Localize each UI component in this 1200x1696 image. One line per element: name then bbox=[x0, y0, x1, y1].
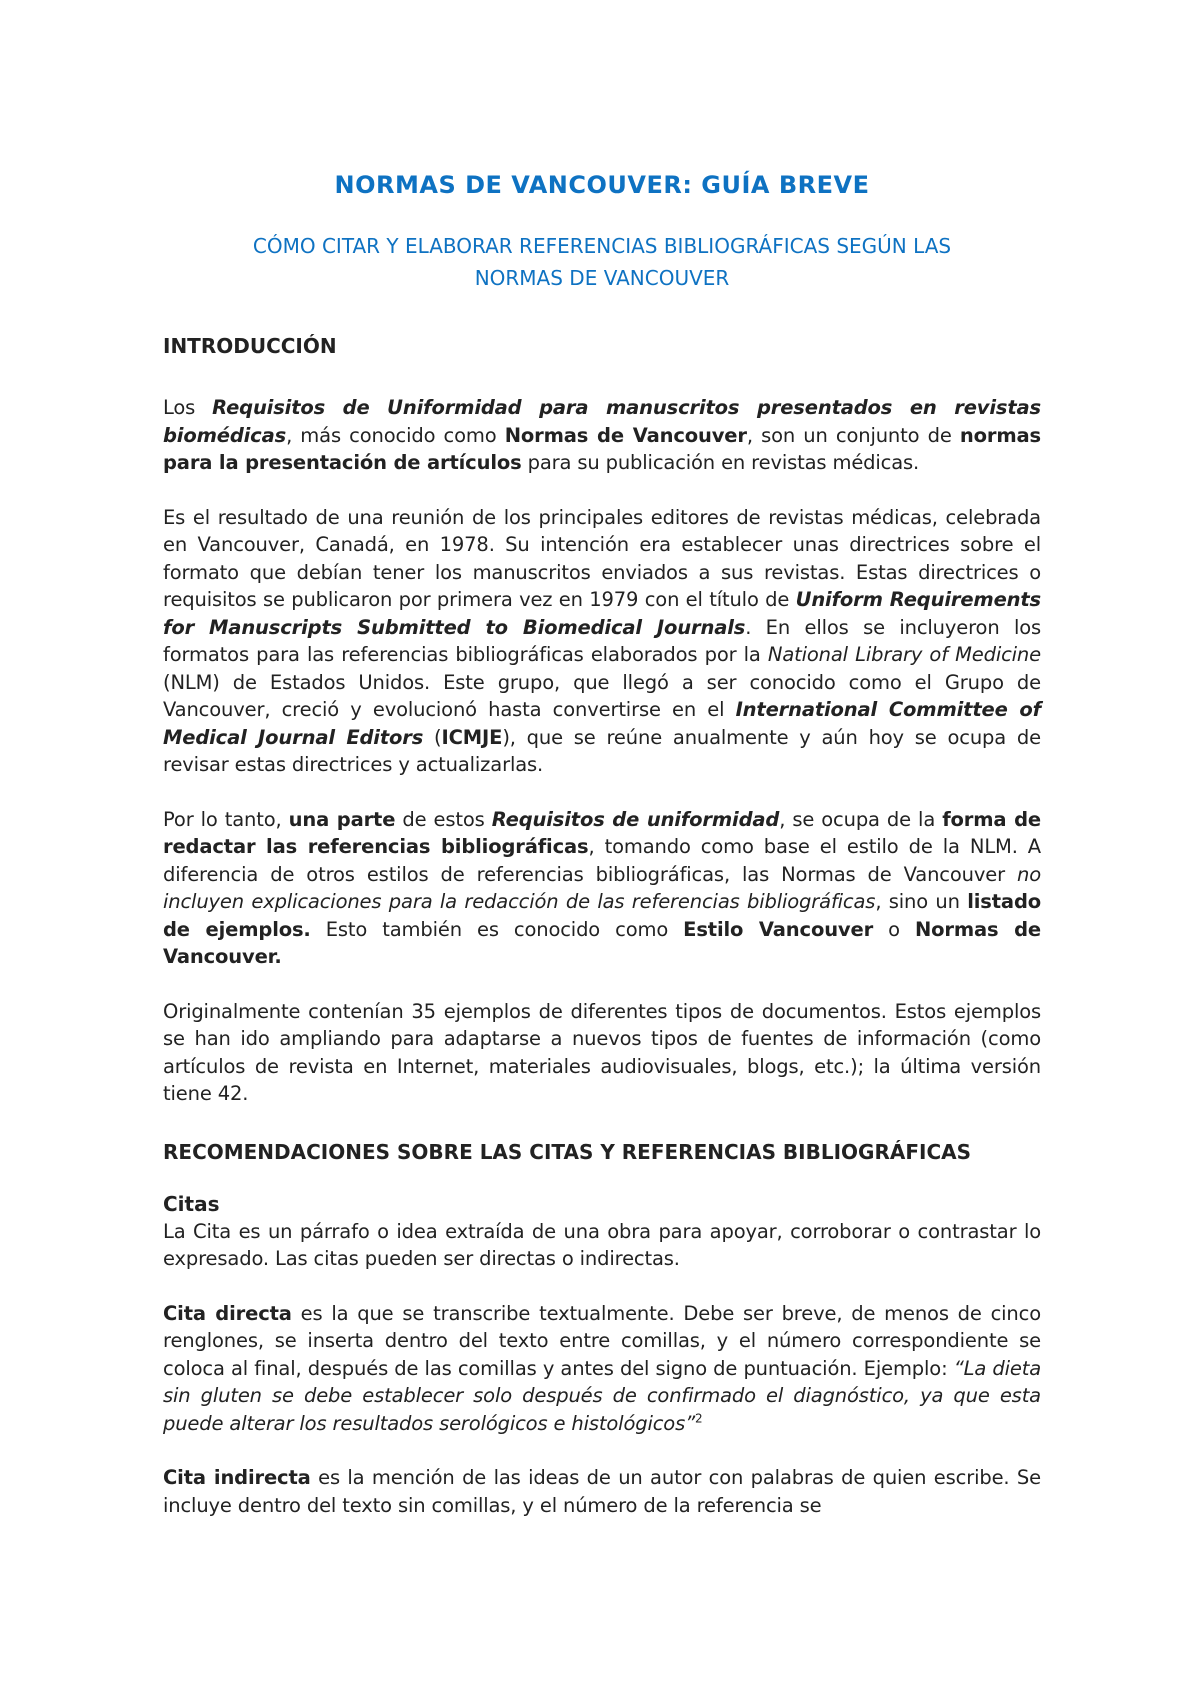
text-run: Es el resultado de una reunión de los principales editores de revistas médicas, celebrada en Vancouver, Canadá, en 1978. Su intención era establecer unas directrices sobre el formato que debían tener los manuscritos enviados a sus revistas. Estas directrices o requisitos se publicaron por primera vez en 1979 con el título de bbox=[163, 505, 1041, 611]
document-title: NORMAS DE VANCOUVER: GUÍA BREVE bbox=[334, 171, 870, 199]
text-run: . En ellos se incluyeron los formatos para las referencias bibliográficas elaborados por la bbox=[163, 615, 1042, 666]
bold-run: Cita directa bbox=[163, 1301, 292, 1325]
bold-run: Normas de Vancouver. bbox=[163, 917, 1041, 968]
bold-run: forma de redactar las referencias bibliográficas bbox=[163, 807, 1041, 858]
document-subtitle bbox=[163, 230, 1041, 294]
heading-recomendaciones: RECOMENDACIONES SOBRE LAS CITAS Y REFERENCIAS BIBLIOGRÁFICAS bbox=[163, 1139, 972, 1164]
text-run: ), que se reúne anualmente y aún hoy se ocupa de revisar estas directrices y actualizarlas. bbox=[163, 725, 1041, 776]
text-run: , más conocido como bbox=[286, 423, 505, 447]
paragraph-intro-1 bbox=[163, 394, 1041, 477]
text-run: es la que se transcribe textualmente. Debe ser breve, de menos de cinco renglones, se inserta dentro del texto entre comillas, y el número correspondiente se coloca al final, después de las comillas y antes del signo de puntuación. Ejemplo: bbox=[163, 1301, 1041, 1380]
bold-run: Cita indirecta bbox=[163, 1466, 311, 1489]
text-run: o bbox=[873, 917, 915, 941]
bold-run: normas para la presentación de artículos bbox=[163, 423, 1041, 474]
italic-run: no incluyen explicaciones para la redacción de las referencias bibliográficas bbox=[163, 862, 1041, 913]
subtitle-line-1: CÓMO CITAR Y ELABORAR REFERENCIAS BIBLIOGRÁFICAS SEGÚN LAS bbox=[252, 234, 952, 258]
bold-run: ICMJE bbox=[441, 725, 503, 749]
document-page bbox=[163, 170, 1041, 1546]
emphasis-run: Requisitos de uniformidad bbox=[491, 807, 780, 831]
text-run: Por lo tanto, bbox=[163, 807, 289, 831]
bold-run: Estilo Vancouver bbox=[683, 917, 874, 941]
italic-run: “La dieta sin gluten se debe establecer solo después de confirmado el diagnóstico, ya que esta puede alterar los resultados serológicos e histológicos” bbox=[163, 1356, 1041, 1435]
heading-citas: Citas bbox=[163, 1191, 220, 1216]
paragraph-intro-2 bbox=[163, 504, 1041, 779]
emphasis-run: Requisitos de Uniformidad para manuscritos presentados en revistas biomédicas bbox=[163, 396, 1041, 447]
text-run: Esto también es conocido como bbox=[310, 917, 684, 941]
emphasis-run: International Committee of Medical Journal Editors bbox=[163, 698, 1042, 749]
paragraph-intro-4: Originalmente contenían 35 ejemplos de diferentes tipos de documentos. Estos ejemplos se han ido ampliando para adaptarse a nuevos tipos de fuentes de información (como artículos de revista en Internet, materiales audiovisuales, blogs, etc.); la última versión tiene 42. bbox=[163, 999, 1041, 1105]
text-run: para su publicación en revistas médicas. bbox=[521, 451, 920, 474]
bold-run: una parte bbox=[288, 807, 396, 831]
paragraph-citas: La Cita es un párrafo o idea extraída de una obra para apoyar, corroborar o contrastar lo expresado. Las citas pueden ser directas o indirectas. bbox=[163, 1219, 1041, 1270]
paragraph-cita-directa bbox=[163, 1300, 1041, 1438]
bold-run: Normas de Vancouver bbox=[504, 423, 747, 447]
paragraph-intro-3 bbox=[163, 806, 1041, 971]
text-run: Los bbox=[163, 396, 213, 419]
italic-run: National Library of Medicine bbox=[767, 643, 1041, 666]
subtitle-line-2: NORMAS DE VANCOUVER bbox=[474, 266, 730, 290]
text-run: de estos bbox=[395, 807, 492, 831]
heading-introduccion: INTRODUCCIÓN bbox=[163, 334, 337, 358]
text-run: , son un conjunto de bbox=[746, 423, 960, 447]
text-run: , sino un bbox=[875, 890, 968, 913]
text-run: ( bbox=[423, 725, 442, 749]
text-run: , tomando como base el estilo de la NLM. A diferencia de otros estilos de referencias bibliográficas, las Normas de Vancouver bbox=[163, 835, 1041, 886]
paragraph-cita-indirecta bbox=[163, 1464, 1041, 1519]
text-run: es la mención de las ideas de un autor con palabras de quien escribe. Se incluye dentro del texto sin comillas, y el número de la referencia se bbox=[163, 1466, 1041, 1517]
emphasis-run: Uniform Requirements for Manuscripts Submitted to Biomedical Journals bbox=[163, 588, 1042, 639]
bold-run: listado de ejemplos. bbox=[163, 890, 1041, 941]
text-run: (NLM) de Estados Unidos. Este grupo, que llegó a ser conocido como el Grupo de Vancouver, creció y evolucionó hasta convertirse en el bbox=[163, 670, 1041, 721]
text-run: , se ocupa de la bbox=[779, 807, 943, 831]
reference-number: 2 bbox=[695, 1411, 703, 1425]
